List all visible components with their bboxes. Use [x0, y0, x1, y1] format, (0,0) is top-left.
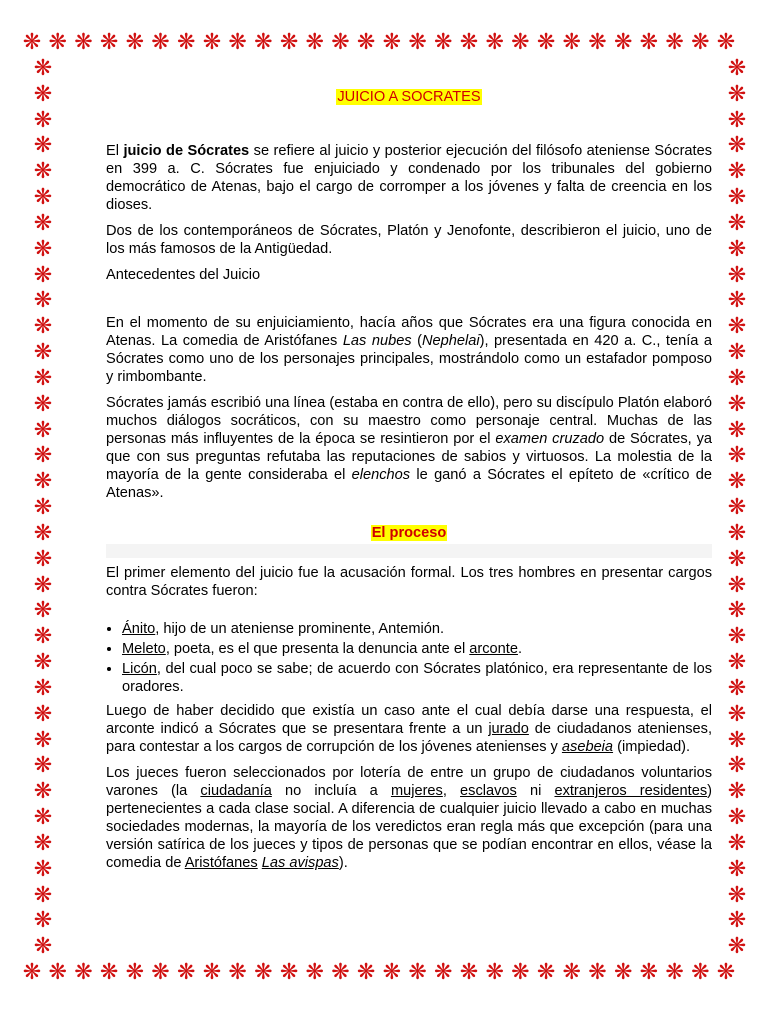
- asterisk-star-icon: ❋: [33, 598, 53, 624]
- asterisk-star-icon: ❋: [74, 960, 93, 985]
- asterisk-star-icon: ❋: [727, 546, 747, 572]
- asterisk-star-icon: ❋: [33, 856, 53, 882]
- asterisk-star-icon: ❋: [727, 469, 747, 495]
- asterisk-star-icon: ❋: [562, 960, 581, 985]
- asterisk-star-icon: ❋: [382, 30, 402, 55]
- asterisk-star-icon: ❋: [727, 262, 747, 288]
- asterisk-star-icon: ❋: [33, 469, 53, 495]
- asterisk-star-icon: ❋: [536, 960, 556, 985]
- text-run: se refiere al juicio y posterior ejecución del filósofo ateniense Sócrates en 399 a. C. Sócrates fue enjuiciado y condenado por los tribunales del gobierno democrático de Atenas, bajo el cargo de corromper a los jóvenes y falta de creencia en los dioses.: [106, 143, 713, 213]
- accusers-list: [106, 620, 712, 696]
- asterisk-star-icon: ❋: [727, 55, 747, 81]
- asterisk-star-icon: ❋: [228, 960, 247, 985]
- asterisk-star-icon: ❋: [382, 960, 402, 985]
- asterisk-star-icon: ❋: [727, 624, 747, 650]
- asterisk-star-icon: ❋: [727, 830, 747, 856]
- extranjeros-link[interactable]: extranjeros residentes: [554, 783, 708, 799]
- document-body: [106, 88, 712, 880]
- asterisk-star-icon: ❋: [48, 30, 67, 55]
- asterisk-star-icon: ❋: [727, 288, 747, 314]
- asterisk-star-icon: ❋: [727, 650, 747, 675]
- asterisk-star-icon: ❋: [727, 159, 747, 185]
- asterisk-star-icon: ❋: [727, 133, 747, 159]
- asterisk-star-icon: ❋: [33, 185, 53, 210]
- asterisk-star-icon: ❋: [408, 960, 427, 985]
- asterisk-star-icon: ❋: [727, 598, 747, 624]
- asterisk-star-icon: ❋: [485, 30, 504, 55]
- asterisk-star-icon: ❋: [613, 960, 633, 985]
- asterisk-star-icon: ❋: [33, 495, 53, 520]
- asterisk-star-icon: ❋: [727, 443, 747, 469]
- asterisk-star-icon: ❋: [331, 960, 350, 985]
- asterisk-star-icon: ❋: [727, 340, 747, 365]
- asterisk-star-icon: ❋: [33, 830, 53, 856]
- asterisk-star-icon: ❋: [511, 960, 530, 985]
- asterisk-star-icon: ❋: [727, 520, 747, 546]
- asterisk-star-icon: ❋: [33, 908, 53, 934]
- asterisk-star-icon: ❋: [33, 262, 53, 288]
- accuser-link[interactable]: Ánito: [122, 621, 156, 637]
- paragraph-contemporaries: Dos de los contemporáneos de Sócrates, Platón y Jenofonte, describieron el juicio, uno de los más famosos de la Antigüedad.: [106, 223, 712, 257]
- text-run: ,: [442, 783, 461, 799]
- paragraph-platon: [106, 394, 712, 502]
- text-run: de Sócrates, ya que con sus preguntas refutaba las reputaciones de sabios y virtuosos. La molestia de la mayoría de la gente consideraba el: [106, 431, 712, 483]
- asterisk-star-icon: ❋: [485, 960, 504, 985]
- asterisk-star-icon: ❋: [33, 779, 53, 805]
- asterisk-star-icon: ❋: [305, 30, 324, 55]
- asterisk-star-icon: ❋: [588, 30, 607, 55]
- asterisk-star-icon: ❋: [33, 81, 53, 107]
- asterisk-star-icon: ❋: [727, 81, 747, 107]
- asterisk-star-icon: ❋: [639, 30, 659, 55]
- paragraph-jurado: [106, 702, 712, 756]
- asterisk-star-icon: ❋: [151, 960, 170, 985]
- asterisk-star-icon: ❋: [33, 572, 53, 598]
- text-run: .: [517, 641, 523, 657]
- text-run: , hijo de un ateniense prominente, Antemión.: [155, 621, 445, 637]
- text-run: , del cual poco se sabe; de acuerdo con Sócrates platónico, era representante de los oradores.: [122, 661, 712, 695]
- text-run: Sócrates jamás escribió una línea (estaba en contra de ello), pero su discípulo Platón elaboró muchos diálogos socráticos, con su maestro como personaje central. Muchas de las personas más influyentes de la época se resintieron por el: [106, 395, 712, 447]
- accuser-link[interactable]: Licón: [122, 661, 157, 677]
- asterisk-star-icon: ❋: [727, 753, 747, 779]
- paragraph-jueces: [106, 764, 712, 872]
- text-run: Los jueces fueron seleccionados por lotería de entre un grupo de ciudadanos voluntarios varones (la: [106, 765, 712, 799]
- bold-term: juicio de Sócrates: [123, 143, 250, 159]
- asterisk-star-icon: ❋: [33, 624, 53, 650]
- text-run: ni: [516, 783, 555, 799]
- asterisk-star-icon: ❋: [33, 882, 53, 908]
- asterisk-star-icon: ❋: [727, 934, 747, 960]
- text-run: ), presentada en 420 a. C., tenía a Sócrates como uno de los personajes principales, mostrándolo como un estafador pomposo y rimbombante.: [106, 333, 712, 385]
- asterisk-star-icon: ❋: [22, 30, 42, 55]
- italic-term: examen cruzado: [495, 431, 605, 447]
- asterisk-star-icon: ❋: [33, 701, 53, 727]
- asterisk-star-icon: ❋: [202, 960, 222, 985]
- asterisk-star-icon: ❋: [727, 908, 747, 934]
- text-run: no incluía a: [271, 783, 391, 799]
- asterisk-star-icon: ❋: [33, 55, 53, 81]
- subheading-antecedentes: Antecedentes del Juicio: [106, 267, 261, 283]
- asterisk-star-icon: ❋: [48, 960, 67, 985]
- asterisk-star-icon: ❋: [562, 30, 581, 55]
- ciudadania-link[interactable]: ciudadanía: [200, 783, 272, 799]
- asterisk-star-icon: ❋: [177, 30, 196, 55]
- asterisk-star-icon: ❋: [33, 391, 53, 417]
- asterisk-star-icon: ❋: [22, 960, 42, 985]
- asterisk-star-icon: ❋: [434, 960, 453, 985]
- asterisk-star-icon: ❋: [177, 960, 196, 985]
- asterisk-star-icon: ❋: [727, 805, 747, 830]
- text-run: (: [411, 333, 422, 349]
- asebeia-link[interactable]: asebeia: [561, 739, 614, 755]
- paragraph-acusacion: El primer elemento del juicio fue la acusación formal. Los tres hombres en presentar cargos contra Sócrates fueron:: [106, 565, 712, 599]
- italic-title: Nephelai: [421, 333, 480, 349]
- asterisk-star-icon: ❋: [536, 30, 556, 55]
- asterisk-star-icon: ❋: [33, 443, 53, 469]
- aristofanes-link[interactable]: Aristófanes: [184, 855, 258, 871]
- asterisk-star-icon: ❋: [99, 30, 119, 55]
- asterisk-star-icon: ❋: [356, 30, 376, 55]
- esclavos-link[interactable]: esclavos: [460, 783, 517, 799]
- asterisk-star-icon: ❋: [727, 365, 747, 391]
- asterisk-star-icon: ❋: [727, 210, 747, 236]
- text-run: En el momento de su enjuiciamiento, hacía años que Sócrates era una figura conocida en Atenas. La comedia de Aristófanes: [106, 315, 712, 349]
- accuser-link[interactable]: Meleto: [122, 641, 166, 657]
- asterisk-star-icon: ❋: [588, 960, 607, 985]
- asterisk-star-icon: ❋: [33, 650, 53, 675]
- text-run: le ganó a Sócrates el epíteto de «crítico de Atenas».: [106, 467, 712, 501]
- asterisk-star-icon: ❋: [202, 30, 222, 55]
- asterisk-star-icon: ❋: [33, 340, 53, 365]
- asterisk-star-icon: ❋: [727, 107, 747, 133]
- asterisk-star-icon: ❋: [74, 30, 93, 55]
- asterisk-star-icon: ❋: [33, 805, 53, 830]
- asterisk-star-icon: ❋: [727, 727, 747, 753]
- asterisk-star-icon: ❋: [727, 882, 747, 908]
- text-run: , poeta, es el que presenta la denuncia ante el: [165, 641, 470, 657]
- shaded-band: [106, 544, 712, 558]
- asterisk-star-icon: ❋: [33, 159, 53, 185]
- asterisk-star-icon: ❋: [33, 727, 53, 753]
- las-avispas-link[interactable]: Las avispas: [261, 855, 339, 871]
- asterisk-star-icon: ❋: [434, 30, 453, 55]
- paragraph-intro: [106, 142, 712, 214]
- mujeres-link[interactable]: mujeres: [390, 783, 443, 799]
- asterisk-star-icon: ❋: [99, 960, 119, 985]
- asterisk-star-icon: ❋: [727, 314, 747, 340]
- asterisk-star-icon: ❋: [33, 288, 53, 314]
- list-item: [122, 620, 712, 638]
- text-run: (impiedad).: [613, 739, 691, 755]
- asterisk-star-icon: ❋: [459, 30, 479, 55]
- italic-title: Las nubes: [342, 333, 412, 349]
- asterisk-star-icon: ❋: [613, 30, 633, 55]
- asterisk-star-icon: ❋: [727, 856, 747, 882]
- arconte-link[interactable]: arconte: [469, 641, 518, 657]
- asterisk-star-icon: ❋: [279, 30, 299, 55]
- asterisk-star-icon: ❋: [665, 30, 684, 55]
- asterisk-star-icon: ❋: [691, 30, 710, 55]
- asterisk-star-icon: ❋: [254, 960, 273, 985]
- asterisk-star-icon: ❋: [33, 314, 53, 340]
- jurado-link[interactable]: jurado: [488, 721, 529, 737]
- asterisk-star-icon: ❋: [716, 30, 736, 55]
- asterisk-star-icon: ❋: [33, 753, 53, 779]
- text-run: El: [106, 143, 124, 159]
- asterisk-star-icon: ❋: [33, 365, 53, 391]
- asterisk-star-icon: ❋: [33, 107, 53, 133]
- asterisk-star-icon: ❋: [33, 520, 53, 546]
- list-item: [122, 640, 712, 658]
- document-title: JUICIO A SOCRATES: [337, 89, 481, 105]
- paragraph-enjuiciamiento: [106, 314, 712, 386]
- list-item: [122, 660, 712, 696]
- asterisk-star-icon: ❋: [356, 960, 376, 985]
- asterisk-star-icon: ❋: [639, 960, 659, 985]
- asterisk-star-icon: ❋: [408, 30, 427, 55]
- asterisk-star-icon: ❋: [125, 30, 145, 55]
- italic-term: elenchos: [351, 467, 411, 483]
- asterisk-star-icon: ❋: [716, 960, 736, 985]
- asterisk-star-icon: ❋: [279, 960, 299, 985]
- asterisk-star-icon: ❋: [33, 417, 53, 443]
- asterisk-star-icon: ❋: [727, 701, 747, 727]
- asterisk-star-icon: ❋: [727, 779, 747, 805]
- section-heading: El proceso: [371, 525, 447, 541]
- asterisk-star-icon: ❋: [33, 210, 53, 236]
- text-run: Luego de haber decidido que existía un caso ante el cual debía darse una respuesta, el arconte indicó a Sócrates que se presentara frente a un: [106, 703, 712, 737]
- asterisk-star-icon: ❋: [727, 391, 747, 417]
- asterisk-star-icon: ❋: [511, 30, 530, 55]
- asterisk-star-icon: ❋: [305, 960, 324, 985]
- text-run: de ciudadanos atenienses, para contestar a los cargos de corrupción de los jóvenes atenienses y: [106, 721, 712, 755]
- asterisk-star-icon: ❋: [33, 675, 53, 701]
- asterisk-star-icon: ❋: [125, 960, 145, 985]
- asterisk-star-icon: ❋: [665, 960, 684, 985]
- asterisk-star-icon: ❋: [33, 133, 53, 159]
- asterisk-star-icon: ❋: [727, 675, 747, 701]
- asterisk-star-icon: ❋: [727, 236, 747, 262]
- asterisk-star-icon: ❋: [254, 30, 273, 55]
- title-row: [106, 88, 712, 106]
- asterisk-star-icon: ❋: [691, 960, 710, 985]
- asterisk-star-icon: ❋: [33, 236, 53, 262]
- asterisk-star-icon: ❋: [331, 30, 350, 55]
- asterisk-star-icon: ❋: [33, 934, 53, 960]
- asterisk-star-icon: ❋: [33, 546, 53, 572]
- text-run: ) pertenecientes a cada clase social. A diferencia de cualquier juicio llevado a cabo en muchas sociedades modernas, la mayoría de los veredictos eran regla más que excepción (para una versión satírica de los jueces y tipos de personas que se podían encontrar en ellos, véase la comedia de: [106, 783, 713, 871]
- text-run: ).: [338, 855, 348, 871]
- asterisk-star-icon: ❋: [727, 572, 747, 598]
- asterisk-star-icon: ❋: [727, 495, 747, 520]
- asterisk-star-icon: ❋: [151, 30, 170, 55]
- section-heading-row: [106, 524, 712, 544]
- asterisk-star-icon: ❋: [228, 30, 247, 55]
- asterisk-star-icon: ❋: [727, 417, 747, 443]
- asterisk-star-icon: ❋: [727, 185, 747, 210]
- asterisk-star-icon: ❋: [459, 960, 479, 985]
